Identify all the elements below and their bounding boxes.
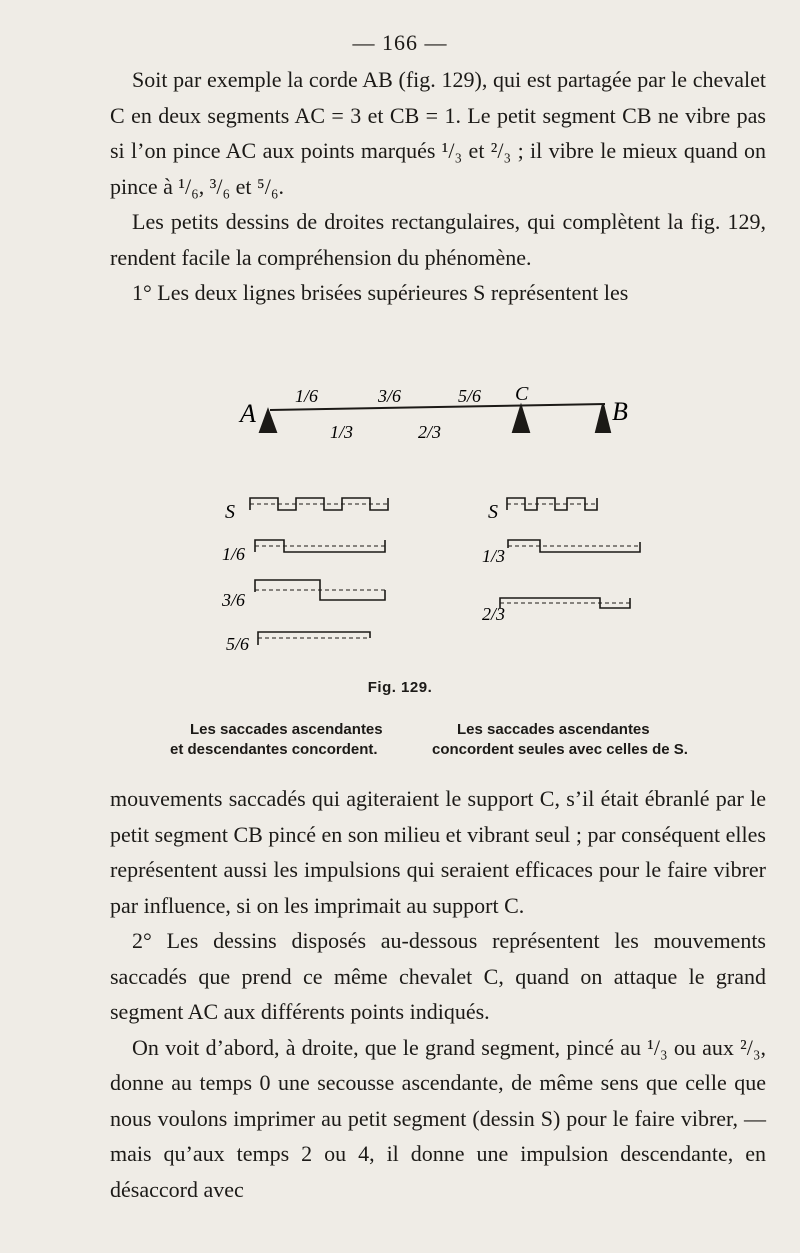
legend-line: Les saccades ascendantes	[190, 721, 383, 738]
figure-129	[200, 370, 650, 690]
paragraph: 2° Les dessins disposés au-dessous représentent les mouvements saccadés que prend ce même chevalet C, quand on attaque le grand segment AC aux différents points indiqués.	[110, 928, 766, 1024]
text-section-top	[110, 62, 766, 311]
label-a: A	[240, 399, 256, 428]
string-line	[270, 404, 605, 410]
support-c	[513, 406, 529, 432]
legend-line: et descendantes concordent.	[170, 741, 378, 758]
point-label: 3/6	[378, 386, 402, 406]
figure-drawing	[200, 370, 650, 690]
paragraph: On voit d’abord, à droite, que le grand segment, pincé au ¹/₃ ou aux ²/₃, donne au temps 0 une secousse ascendante, de même sens que celle que nous voulons imprimer au petit segment (dessin S) pour le faire vibrer, — mais qu’aux temps 2 ou 4, il donne une impulsion descendante, en désaccord avec	[110, 1034, 766, 1202]
legend-right	[432, 720, 688, 760]
legend-line: Les saccades ascendantes	[457, 721, 650, 738]
row-label: 1/6	[222, 544, 246, 564]
row-label: 5/6	[226, 634, 250, 654]
figure-caption: Fig. 129.	[367, 679, 433, 696]
paragraph: Soit par exemple la corde AB (fig. 129), qui est partagée par le chevalet C en deux segments AC = 3 et CB = 1. Le petit segment CB ne vibre pas si l’on pince AC aux points marqués ¹/₃ et ²/₃ ; il vibre le mieux quand on pince à ¹/₆, ³/₆ et ⁵/₆.	[110, 67, 766, 199]
row-label: 1/3	[482, 546, 506, 566]
paragraph: 1° Les deux lignes brisées supérieures S représentent les	[132, 280, 629, 305]
legend-left	[170, 720, 383, 760]
row-label: S	[225, 501, 235, 523]
point-label: 1/6	[295, 386, 319, 406]
row-label: 2/3	[482, 604, 506, 624]
label-c: C	[515, 383, 529, 405]
paragraph: Les petits dessins de droites rectangulaires, qui complètent la fig. 129, rendent facile la compréhension du phénomène.	[110, 209, 766, 270]
point-label: 1/3	[330, 422, 354, 442]
support-a	[260, 410, 276, 432]
paragraph: mouvements saccadés qui agiteraient le support C, s’il était ébranlé par le petit segment CB pincé en son milieu et vibrant seul ; par conséquent elles représentent aussi les impulsions qui seraient efficaces pour le faire vibrer par influence, si on les imprimait au support C.	[110, 786, 766, 918]
row-label: S	[488, 501, 498, 523]
page-number: — 166 —	[352, 30, 448, 55]
support-b	[596, 404, 610, 432]
wave-s-left	[250, 498, 388, 510]
row-label: 3/6	[222, 590, 246, 610]
legend-line: concordent seules avec celles de S.	[432, 741, 688, 758]
point-label: 5/6	[458, 386, 482, 406]
label-b: B	[612, 397, 628, 426]
text-section-bottom	[110, 781, 766, 1207]
point-label: 2/3	[418, 422, 442, 442]
